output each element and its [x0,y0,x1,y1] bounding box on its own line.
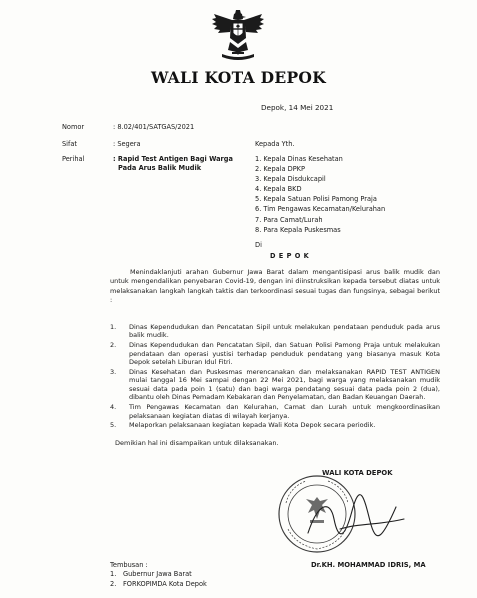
addressee-place: D E P O K [270,252,310,260]
recipient-item: 1. Kepala Dinas Kesehatan [255,155,343,163]
recipient-item: 5. Kepala Satuan Polisi Pamong Praja [255,195,377,204]
addressee-heading: Kepada Yth. [255,140,295,148]
tembusan-item-text: FORKOPIMDA Kota Depok [123,579,207,588]
tembusan-item-text: Gubernur Jawa Barat [123,570,192,579]
list-item-text: Melaporkan pelaksanaan kegiatan kepada Wali Kota Depok secara periodik. [129,421,376,430]
intro-paragraph: Menindaklanjuti arahan Gubernur Jawa Barat dalam mengantisipasi arus balik mudik dan untuk mengendalikan penyebaran Covid-19, dengan ini diinstruksikan kepada tersebut diatas untuk melaksanakan langkah langkah taktis dan terkoordinasi sesuai tugas dan fungsinya, sebagai berikut : [110,268,440,305]
instruction-list [110,323,440,431]
recipient-list [255,154,385,235]
perihal-label: Perihal [62,155,85,163]
list-item [110,403,440,420]
tembusan-item [110,580,207,589]
letterhead-title: WALI KOTA DEPOK [150,68,327,87]
letter-date: Depok, 14 Mei 2021 [261,103,334,112]
signature-title: WALI KOTA DEPOK [322,469,393,477]
list-item-number: 3. [110,368,117,377]
nomor-label: Nomor [62,123,85,131]
list-item-text: Dinas Kependudukan dan Pencatatan Sipil untuk melakukan pendataan penduduk pada arus balik mudik. [129,323,440,340]
list-item-text: Dinas Kesehatan dan Puskesmas merencanakan dan melaksanakan RAPID TEST ANTIGEN mulai tanggal 16 Mei sampai dengan 22 Mei 2021, bagi warga yang melaksanakan mudik sesuai data pada poin 1 (satu) dan bagi warga pendatang sesuai data pada poin 2 (dua), dibantu oleh Dinas Pemadam Kebakaran dan Penyelamatan, dan Badan Keuangan Daerah. [129,368,440,402]
tembusan-item-number: 1. [110,570,117,579]
list-item-number: 2. [110,341,117,350]
sifat-value: : Segera [113,140,141,148]
list-item [110,368,440,402]
list-item-number: 4. [110,403,117,412]
list-item-number: 5. [110,421,117,430]
tembusan-item [110,570,207,579]
tembusan-heading: Tembusan : [110,561,148,569]
handwritten-signature-icon [300,489,410,549]
perihal-value-line2: Pada Arus Balik Mudik [118,164,202,172]
recipient-item: 6. Tim Pengawas Kecamatan/Kelurahan [255,205,386,214]
nomor-value: : 8.02/401/SATGAS/2021 [113,123,195,131]
list-item-text: Tim Pengawas Kecamatan dan Kelurahan, Camat dan Lurah untuk mengkoordinasikan pelaksanaan kegiatan diatas di wilayah kerjanya. [129,403,440,420]
closing-sentence: Demikian hal ini disampaikan untuk dilaksanakan. [115,439,279,447]
recipient-item: 8. Para Kepala Puskesmas [255,225,341,234]
list-item [110,323,440,340]
tembusan-item-number: 2. [110,579,117,588]
list-item [110,341,440,366]
signatory-name: Dr.KH. MOHAMMAD IDRIS, MA [311,561,426,569]
list-item [110,421,440,429]
garuda-emblem-icon [210,8,266,62]
sifat-label: Sifat [62,140,77,148]
recipient-item: 4. Kepala BKD [255,185,302,194]
recipient-item: 7. Para Camat/Lurah [255,215,323,224]
list-item-text: Dinas Kependudukan dan Pencatatan Sipil, dan Satuan Polisi Pamong Praja untuk melakukan pendataan dan operasi yustisi terhadap penduduk pendatang yang biasanya masuk Kota Depok setelah Liburan Idul Fitri. [129,341,440,367]
list-item-number: 1. [110,323,117,331]
recipient-item: 2. Kepala DPKP [255,165,305,174]
tembusan-block [110,561,207,589]
signature-block [276,467,426,577]
recipient-item: 3. Kepala Disdukcapil [255,175,326,184]
addressee-di: Di [255,241,262,249]
perihal-value-line1: : Rapid Test Antigen Bagi Warga [113,155,233,163]
